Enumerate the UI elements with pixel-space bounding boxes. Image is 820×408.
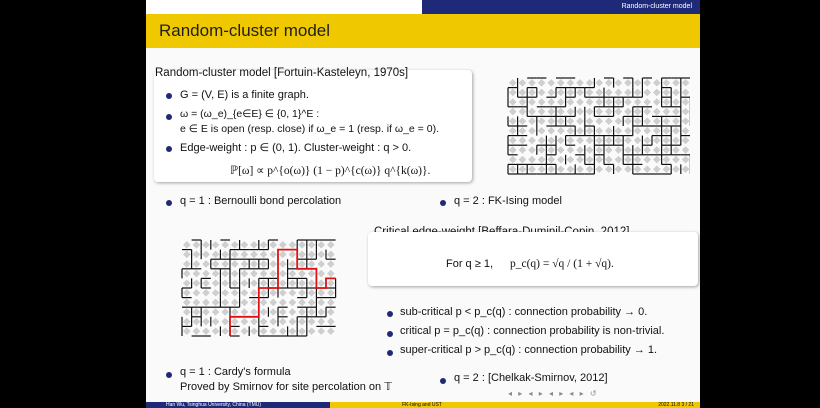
formula-prefix: For q ≥ 1,: [446, 258, 493, 270]
lattice-figure-crossing: [176, 234, 342, 342]
section-label[interactable]: Random-cluster model: [422, 0, 700, 14]
graph-item: G = (V, E) is a finite graph.: [180, 89, 309, 101]
title-bar: [146, 14, 700, 48]
regime-supercritical: super-critical p > p_c(q) : connection probability → 1.: [400, 344, 658, 356]
regime-critical: critical p = p_c(q) : connection probability is non-trivial.: [400, 325, 665, 337]
config-item-detail: e ∈ E is open (resp. close) if ω_e = 1 (resp. if ω_e = 0).: [180, 123, 439, 135]
footer-author: Han Wu, Tsinghua University, China (TMU): [146, 402, 330, 408]
bullet: [166, 146, 172, 152]
lattice-figure-fk-ising: [502, 72, 690, 178]
bullet: [387, 350, 393, 356]
case-q1-percolation: q = 1 : Bernoulli bond percolation: [180, 195, 342, 207]
top-bar: [146, 0, 700, 14]
case-q1-smirnov: Proved by Smirnov for site percolation on 𝕋: [180, 381, 392, 393]
bullet: [440, 200, 446, 206]
footer-title: FK-Ising and UST: [330, 402, 514, 408]
regime-subcritical: sub-critical p < p_c(q) : connection probability → 0.: [400, 306, 648, 318]
slide: [146, 0, 700, 408]
fk-measure-formula: ℙ[ω] ∝ p^{o(ω)} (1 − p)^{c(ω)} q^{k(ω)}.: [230, 165, 431, 177]
bullet: [387, 331, 393, 337]
bullet: [166, 93, 172, 99]
bullet: [387, 311, 393, 317]
footer-date-page: 2022.11.8 3 / 21: [514, 402, 700, 408]
case-q2-chelkak-smirnov: q = 2 : [Chelkak-Smirnov, 2012]: [454, 372, 608, 384]
bullet: [440, 378, 446, 384]
case-q1-cardy: q = 1 : Cardy's formula: [180, 366, 291, 378]
bullet: [166, 372, 172, 378]
config-item: ω = (ω_e)_{e∈E} ∈ {0, 1}^E :: [180, 108, 320, 120]
block1-heading: Random-cluster model [Fortuin-Kasteleyn, 1970s]: [155, 67, 409, 79]
case-q2-fk-ising: q = 2 : FK-Ising model: [454, 195, 562, 207]
bullet: [166, 200, 172, 206]
beamer-navigation-icons[interactable]: ◂ ▸ ◂ ▸ ◂ ▸ ◂ ▸ ↺: [508, 389, 599, 398]
critical-formula: p_c(q) = √q / (1 + √q).: [510, 258, 614, 270]
footer: [146, 402, 700, 408]
weights-item: Edge-weight : p ∈ (0, 1). Cluster-weight : q > 0.: [180, 142, 412, 154]
bullet: [166, 114, 172, 120]
slide-title: Random-cluster model: [159, 21, 331, 40]
